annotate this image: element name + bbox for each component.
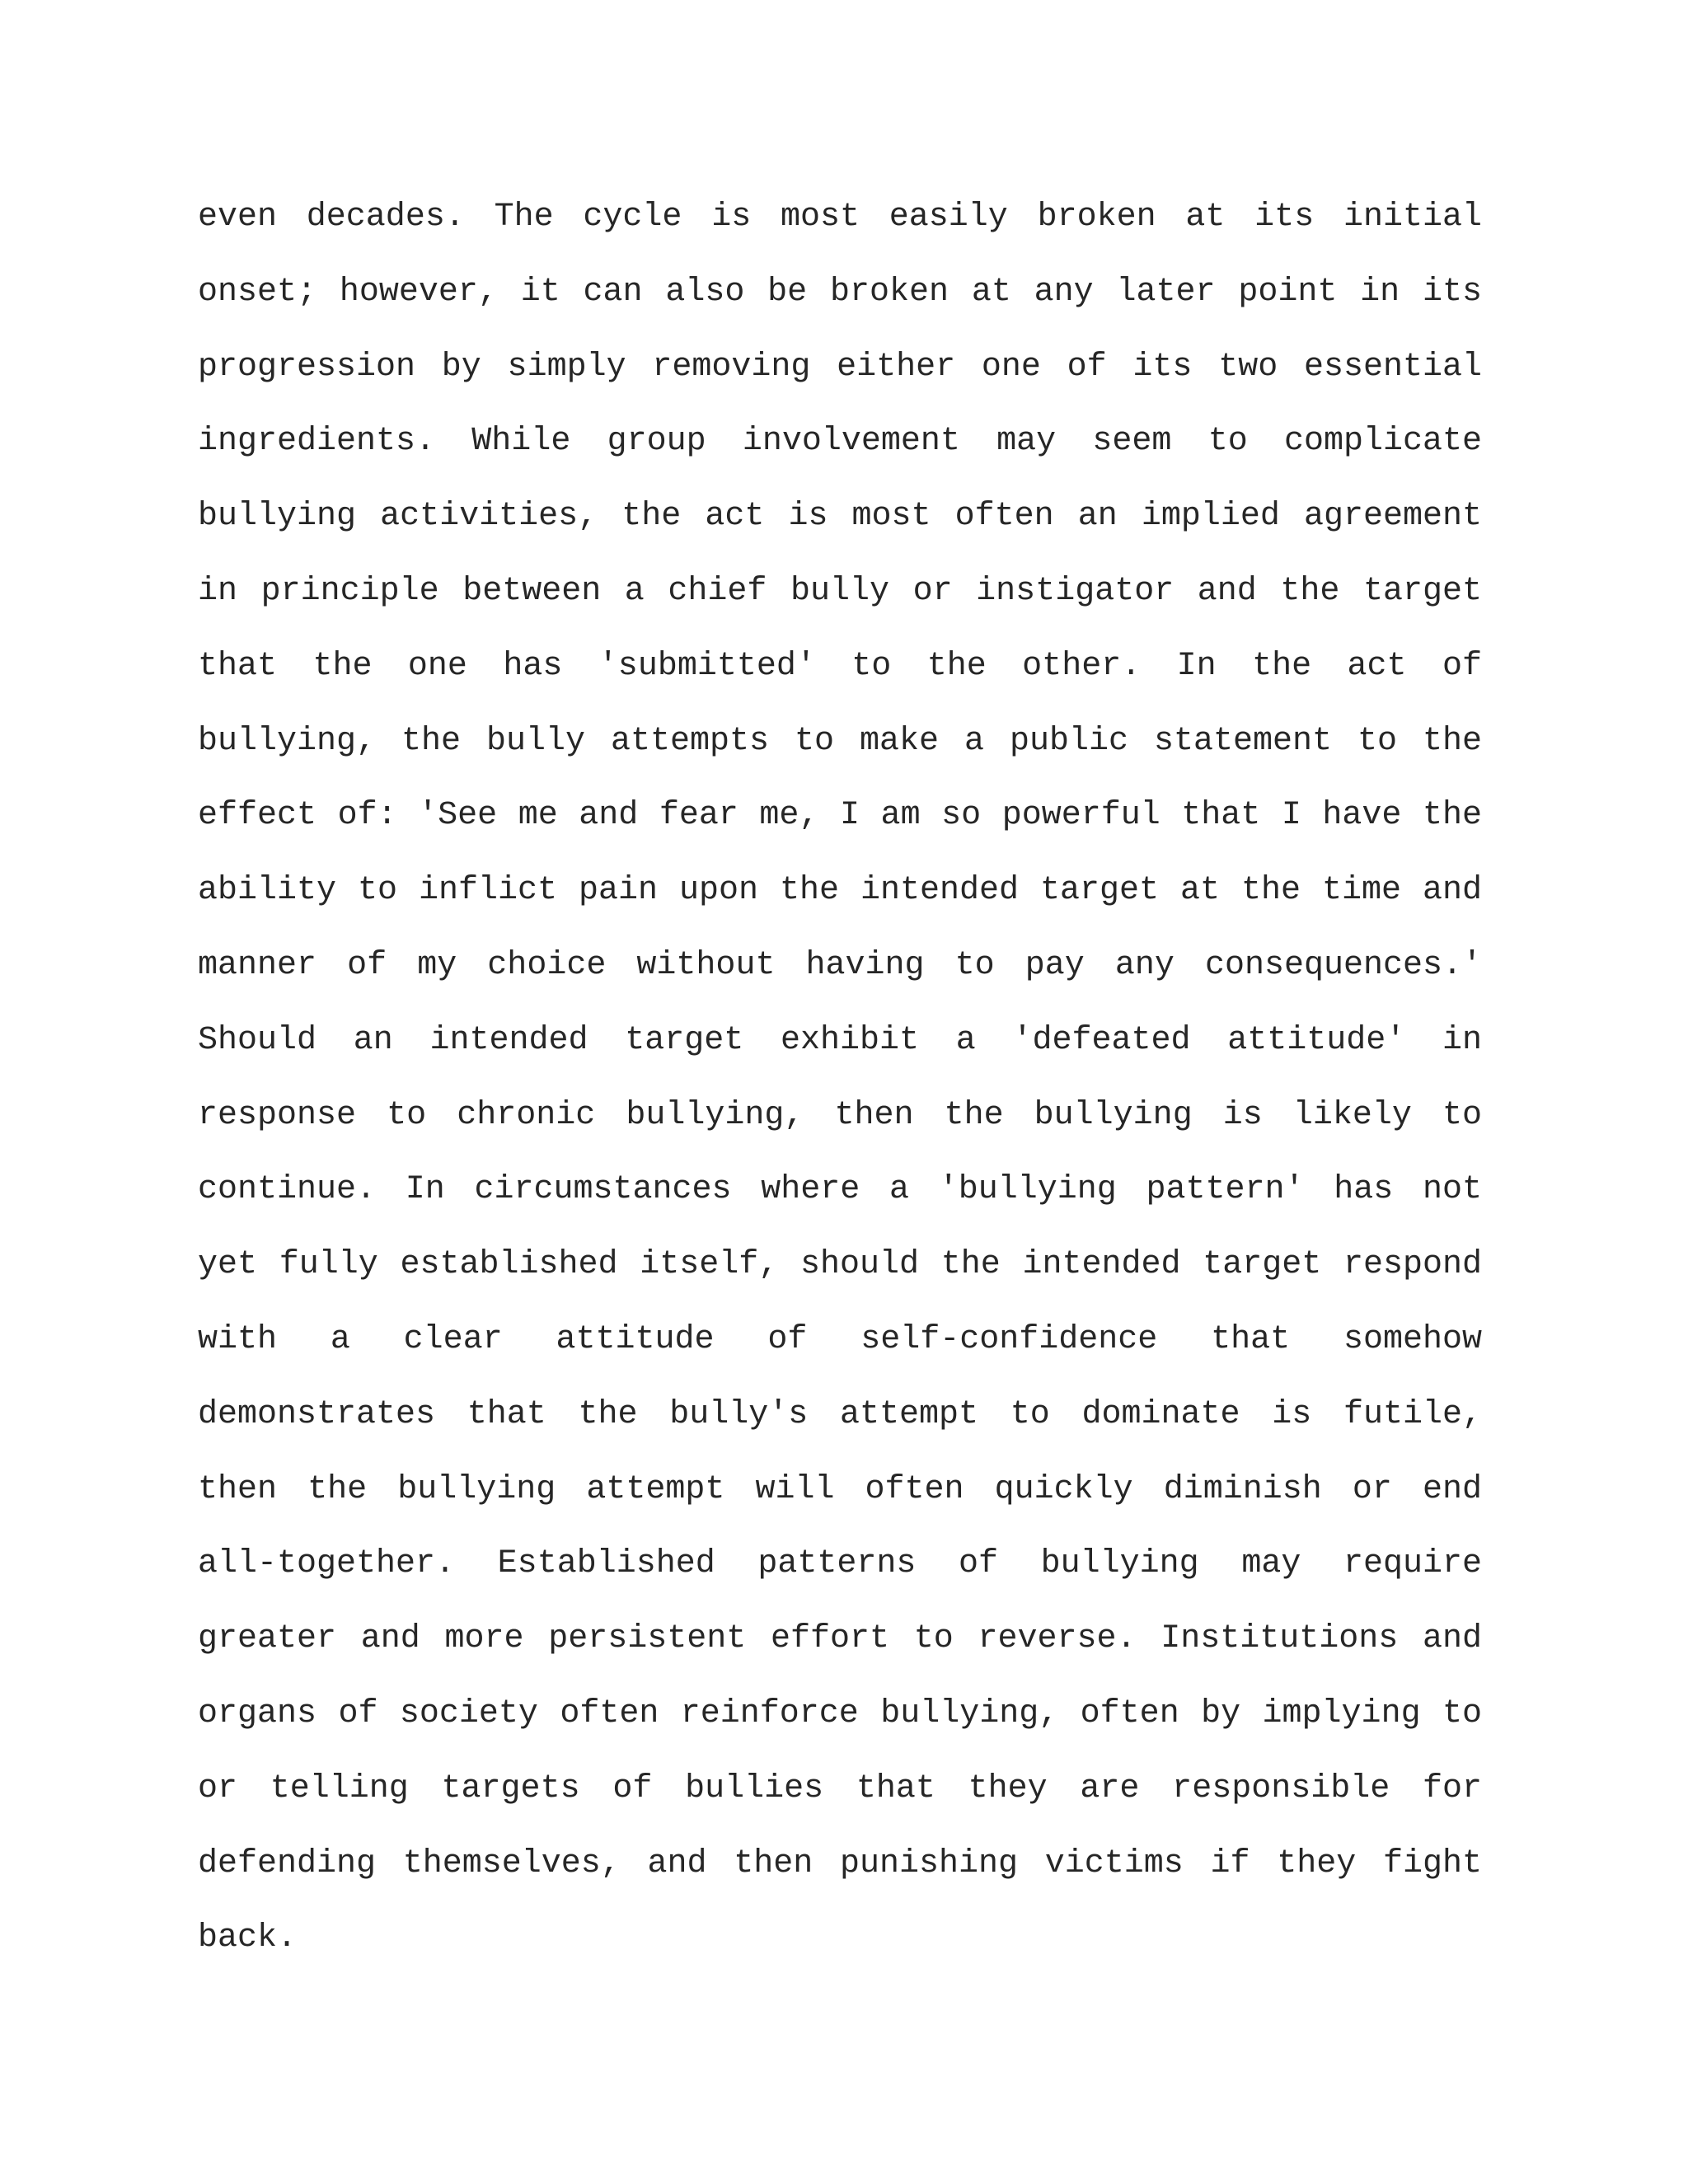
text-line: greater and more persistent effort to reverse. Institutions and xyxy=(198,1620,1482,1658)
text-line: organs of society often reinforce bullying, often by implying to xyxy=(198,1694,1482,1732)
text-line: that the one has 'submitted' to the other. In the act of xyxy=(198,647,1482,685)
text-line: response to chronic bullying, then the bullying is likely to xyxy=(198,1096,1482,1134)
text-line: onset; however, it can also be broken at any later point in its xyxy=(198,273,1482,311)
text-line: all-together. Established patterns of bullying may require xyxy=(198,1545,1482,1583)
text-line: ability to inflict pain upon the intended target at the time and xyxy=(198,872,1482,910)
text-line: with a clear attitude of self-confidence that somehow xyxy=(198,1320,1482,1358)
text-line: bullying activities, the act is most often an implied agreement xyxy=(198,498,1482,536)
text-line: then the bullying attempt will often quickly diminish or end xyxy=(198,1470,1482,1508)
text-line: effect of: 'See me and fear me, I am so powerful that I have the xyxy=(198,797,1482,835)
text-line: Should an intended target exhibit a 'defeated attitude' in xyxy=(198,1021,1482,1059)
body-paragraph xyxy=(198,194,1482,1990)
text-line: ingredients. While group involvement may seem to complicate xyxy=(198,423,1482,461)
text-line: bullying, the bully attempts to make a public statement to the xyxy=(198,722,1482,760)
text-line: yet fully established itself, should the intended target respond xyxy=(198,1246,1482,1284)
text-line: even decades. The cycle is most easily broken at its initial xyxy=(198,199,1482,236)
text-line: continue. In circumstances where a 'bullying pattern' has not xyxy=(198,1171,1482,1209)
text-line-final: back. xyxy=(198,1919,298,1957)
text-line: in principle between a chief bully or instigator and the target xyxy=(198,572,1482,610)
text-line: progression by simply removing either one of its two essential xyxy=(198,348,1482,386)
text-line: defending themselves, and then punishing victims if they fight xyxy=(198,1844,1482,1882)
text-line: manner of my choice without having to pay any consequences.' xyxy=(198,946,1482,984)
text-line: demonstrates that the bully's attempt to dominate is futile, xyxy=(198,1395,1482,1433)
text-line: or telling targets of bullies that they are responsible for xyxy=(198,1769,1482,1807)
